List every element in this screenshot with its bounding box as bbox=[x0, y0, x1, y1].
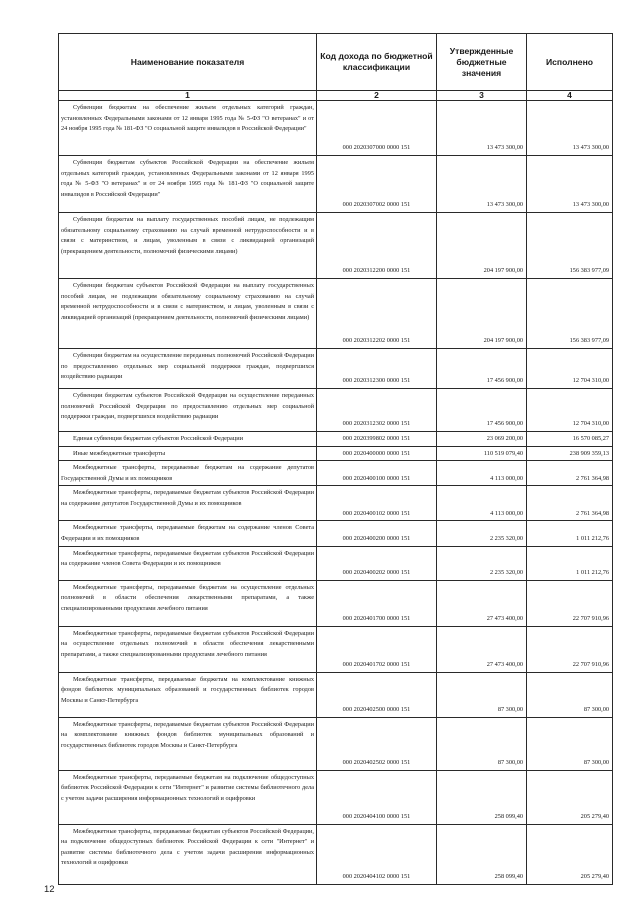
row-indicator-name: Межбюджетные трансферты, передаваемые бюджетам на подключение общедоступных библиотек Российской Федерации к сети "Интернет" и развитие системы библиотечного дела с учетом задачи расширения информационных технологий и оцифровки bbox=[61, 773, 314, 802]
row-indicator-name: Субвенции бюджетам субъектов Российской Федерации на осуществление переданных полномочий Российской Федерации по предоставлению отдельных мер социальной поддержки граждан, подвергшихся воздействию радиации bbox=[61, 392, 314, 421]
row-executed-value: 205 279,40 bbox=[527, 770, 613, 824]
row-income-code: 000 2020400202 0000 151 bbox=[317, 546, 437, 580]
row-indicator-name: Межбюджетные трансферты, передаваемые бюджетам субъектов Российской Федерации на комплектование книжных фондов библиотек муниципальных образований и государственных библиотек городов Москвы и Санкт-Петербурга bbox=[61, 720, 314, 749]
row-income-code: 000 2020399802 0000 151 bbox=[317, 432, 437, 447]
row-approved-value: 13 473 300,00 bbox=[437, 156, 527, 213]
row-executed-value: 2 761 364,98 bbox=[527, 461, 613, 486]
row-income-code: 000 2020400102 0000 151 bbox=[317, 486, 437, 521]
row-indicator-name: Субвенция бюджетам субъектов Российской Федерации на обеспечение жильем отдельных категорий граждан, установленных Федеральными законами от 12 января 1995 года № 5-ФЗ "О ветеранах" и от 24 ноября 1995 года № 181-ФЗ "О социальной защите инвалидов в Российской Федерации" bbox=[61, 159, 314, 198]
row-indicator-name: Межбюджетные трансферты, передаваемые бюджетам на осуществление отдельных полномочий в области обеспечения лекарственными препаратами, а также специализированными продуктами лечебного питания bbox=[61, 583, 314, 612]
table-row bbox=[59, 824, 613, 884]
row-income-code: 000 2020400100 0000 151 bbox=[317, 461, 437, 486]
row-executed-value: 1 011 212,76 bbox=[527, 546, 613, 580]
table-row bbox=[59, 432, 613, 447]
table-row bbox=[59, 101, 613, 156]
row-income-code: 000 2020312300 0000 151 bbox=[317, 349, 437, 389]
header-approved-values: Утвержденные бюджетные значения bbox=[437, 34, 527, 91]
row-executed-value: 12 704 310,00 bbox=[527, 349, 613, 389]
row-executed-value: 156 383 977,09 bbox=[527, 213, 613, 279]
header-row bbox=[59, 34, 613, 91]
row-approved-value: 87 300,00 bbox=[437, 672, 527, 717]
row-approved-value: 258 099,40 bbox=[437, 824, 527, 884]
column-number-4: 4 bbox=[527, 91, 613, 101]
table-row bbox=[59, 672, 613, 717]
row-approved-value: 2 235 320,00 bbox=[437, 521, 527, 546]
row-income-code: 000 2020400200 0000 151 bbox=[317, 521, 437, 546]
row-income-code: 000 2020307002 0000 151 bbox=[317, 156, 437, 213]
row-income-code: 000 2020402502 0000 151 bbox=[317, 717, 437, 770]
budget-report-page bbox=[58, 33, 612, 885]
table-row bbox=[59, 546, 613, 580]
header-executed: Исполнено bbox=[527, 34, 613, 91]
row-executed-value: 13 473 300,00 bbox=[527, 101, 613, 156]
table-row bbox=[59, 486, 613, 521]
table-row bbox=[59, 717, 613, 770]
table-row bbox=[59, 213, 613, 279]
row-approved-value: 4 113 000,00 bbox=[437, 486, 527, 521]
row-indicator-name: Единая субвенция бюджетам субъектов Российской Федерации bbox=[73, 435, 243, 442]
row-indicator-name: Субвенции бюджетам субъектов Российской Федерации на выплату государственных пособий лицам, не подлежащим обязательному социальному страхованию на случай временной нетрудоспособности и в связи с материнством, и лицам, уволенным в связи с ликвидацией организаций (прекращением деятельности, полномочий физическими лицами) bbox=[61, 282, 314, 321]
column-number-3: 3 bbox=[437, 91, 527, 101]
row-indicator-name: Межбюджетные трансферты, передаваемые бюджетам на комплектование книжных фондов библиотек муниципальных образований и государственных библиотек городов Москвы и Санкт-Петербурга bbox=[61, 675, 314, 704]
row-income-code: 000 2020312202 0000 151 bbox=[317, 279, 437, 349]
row-executed-value: 13 473 300,00 bbox=[527, 156, 613, 213]
table-row bbox=[59, 626, 613, 672]
row-indicator-name: Субвенции бюджетам на обеспечение жильем отдельных категорий граждан, установленных Федеральными законами от 12 января 1995 года № 5-ФЗ "О ветеранах" и от 24 ноября 1995 года № 181-ФЗ "О социальной защите инвалидов в Российской Федерации" bbox=[61, 104, 314, 133]
table-row bbox=[59, 770, 613, 824]
row-income-code: 000 2020404100 0000 151 bbox=[317, 770, 437, 824]
row-approved-value: 110 519 079,40 bbox=[437, 446, 527, 461]
row-approved-value: 17 456 900,00 bbox=[437, 349, 527, 389]
row-income-code: 000 2020312200 0000 151 bbox=[317, 213, 437, 279]
row-approved-value: 2 235 320,00 bbox=[437, 546, 527, 580]
row-income-code: 000 2020400000 0000 151 bbox=[317, 446, 437, 461]
row-indicator-name: Межбюджетные трансферты, передаваемые бюджетам субъектов Российской Федерации на содержание членов Совета Федерации и их помощников bbox=[61, 549, 314, 568]
row-indicator-name: Межбюджетные трансферты, передаваемые бюджетам на содержание депутатов Государственной Думы и их помощников bbox=[61, 464, 314, 482]
row-indicator-name: Межбюджетные трансферты, передаваемые бюджетам на содержание членов Совета Федерации и их помощников bbox=[61, 524, 314, 542]
table-row bbox=[59, 521, 613, 546]
revenue-table bbox=[58, 33, 613, 885]
row-indicator-name: Иные межбюджетные трансферты bbox=[73, 449, 166, 457]
row-executed-value: 1 011 212,76 bbox=[527, 521, 613, 546]
column-number-2: 2 bbox=[317, 91, 437, 101]
header-income-code: Код дохода по бюджетной классификации bbox=[317, 34, 437, 91]
row-income-code: 000 2020307000 0000 151 bbox=[317, 101, 437, 156]
row-approved-value: 4 113 000,00 bbox=[437, 461, 527, 486]
header-indicator-name: Наименование показателя bbox=[59, 34, 317, 91]
row-income-code: 000 2020404102 0000 151 bbox=[317, 824, 437, 884]
row-executed-value: 156 383 977,09 bbox=[527, 279, 613, 349]
row-indicator-name: Межбюджетные трансферты, передаваемые бюджетам субъектов Российской Федерации на осуществление отдельных полномочий в области обеспечения лекарственными препаратами, а также специализированными продуктами лечебного питания bbox=[61, 629, 314, 658]
row-executed-value: 205 279,40 bbox=[527, 824, 613, 884]
row-indicator-name: Межбюджетные трансферты, передаваемые бюджетам субъектов Российской Федерации, на подключение общедоступных библиотек Российской Федерации к сети "Интернет" и развитие системы библиотечного дела с учетом задачи расширения информационных технологий и оцифровки bbox=[61, 827, 314, 867]
row-income-code: 000 2020312302 0000 151 bbox=[317, 389, 437, 432]
row-approved-value: 204 197 900,00 bbox=[437, 213, 527, 279]
column-number-1: 1 bbox=[59, 91, 317, 101]
row-approved-value: 13 473 300,00 bbox=[437, 101, 527, 156]
page-number: 12 bbox=[44, 884, 55, 895]
table-row bbox=[59, 580, 613, 626]
row-executed-value: 238 909 359,13 bbox=[527, 446, 613, 461]
column-number-row bbox=[59, 91, 613, 101]
row-approved-value: 23 069 200,00 bbox=[437, 432, 527, 447]
row-executed-value: 12 704 310,00 bbox=[527, 389, 613, 432]
row-income-code: 000 2020401702 0000 151 bbox=[317, 626, 437, 672]
row-executed-value: 2 761 364,98 bbox=[527, 486, 613, 521]
table-row bbox=[59, 389, 613, 432]
row-income-code: 000 2020401700 0000 151 bbox=[317, 580, 437, 626]
row-executed-value: 16 570 085,27 bbox=[527, 432, 613, 447]
row-income-code: 000 2020402500 0000 151 bbox=[317, 672, 437, 717]
row-approved-value: 27 473 400,00 bbox=[437, 580, 527, 626]
table-row bbox=[59, 446, 613, 461]
table-row bbox=[59, 461, 613, 486]
row-indicator-name: Субвенции бюджетам на осуществление переданных полномочий Российской Федерации по предоставлению отдельных мер социальной поддержки граждан, подвергшихся воздействию радиации bbox=[61, 352, 314, 381]
row-executed-value: 87 300,00 bbox=[527, 717, 613, 770]
row-approved-value: 17 456 900,00 bbox=[437, 389, 527, 432]
row-executed-value: 87 300,00 bbox=[527, 672, 613, 717]
row-approved-value: 27 473 400,00 bbox=[437, 626, 527, 672]
row-indicator-name: Субвенции бюджетам на выплату государственных пособий лицам, не подлежащим обязательному социальному страхованию на случай временной нетрудоспособности и в связи с материнством, и лицам, уволенным в связи с ликвидацией организаций (прекращением деятельности, полномочий физическими лицами) bbox=[61, 216, 314, 255]
row-approved-value: 258 099,40 bbox=[437, 770, 527, 824]
row-indicator-name: Межбюджетные трансферты, передаваемые бюджетам субъектов Российской Федерации на содержание депутатов Государственной Думы и их помощников bbox=[61, 489, 314, 507]
table-row bbox=[59, 156, 613, 213]
table-row bbox=[59, 279, 613, 349]
row-executed-value: 22 707 910,96 bbox=[527, 626, 613, 672]
row-approved-value: 204 197 900,00 bbox=[437, 279, 527, 349]
row-executed-value: 22 707 910,96 bbox=[527, 580, 613, 626]
table-row bbox=[59, 349, 613, 389]
row-approved-value: 87 300,00 bbox=[437, 717, 527, 770]
